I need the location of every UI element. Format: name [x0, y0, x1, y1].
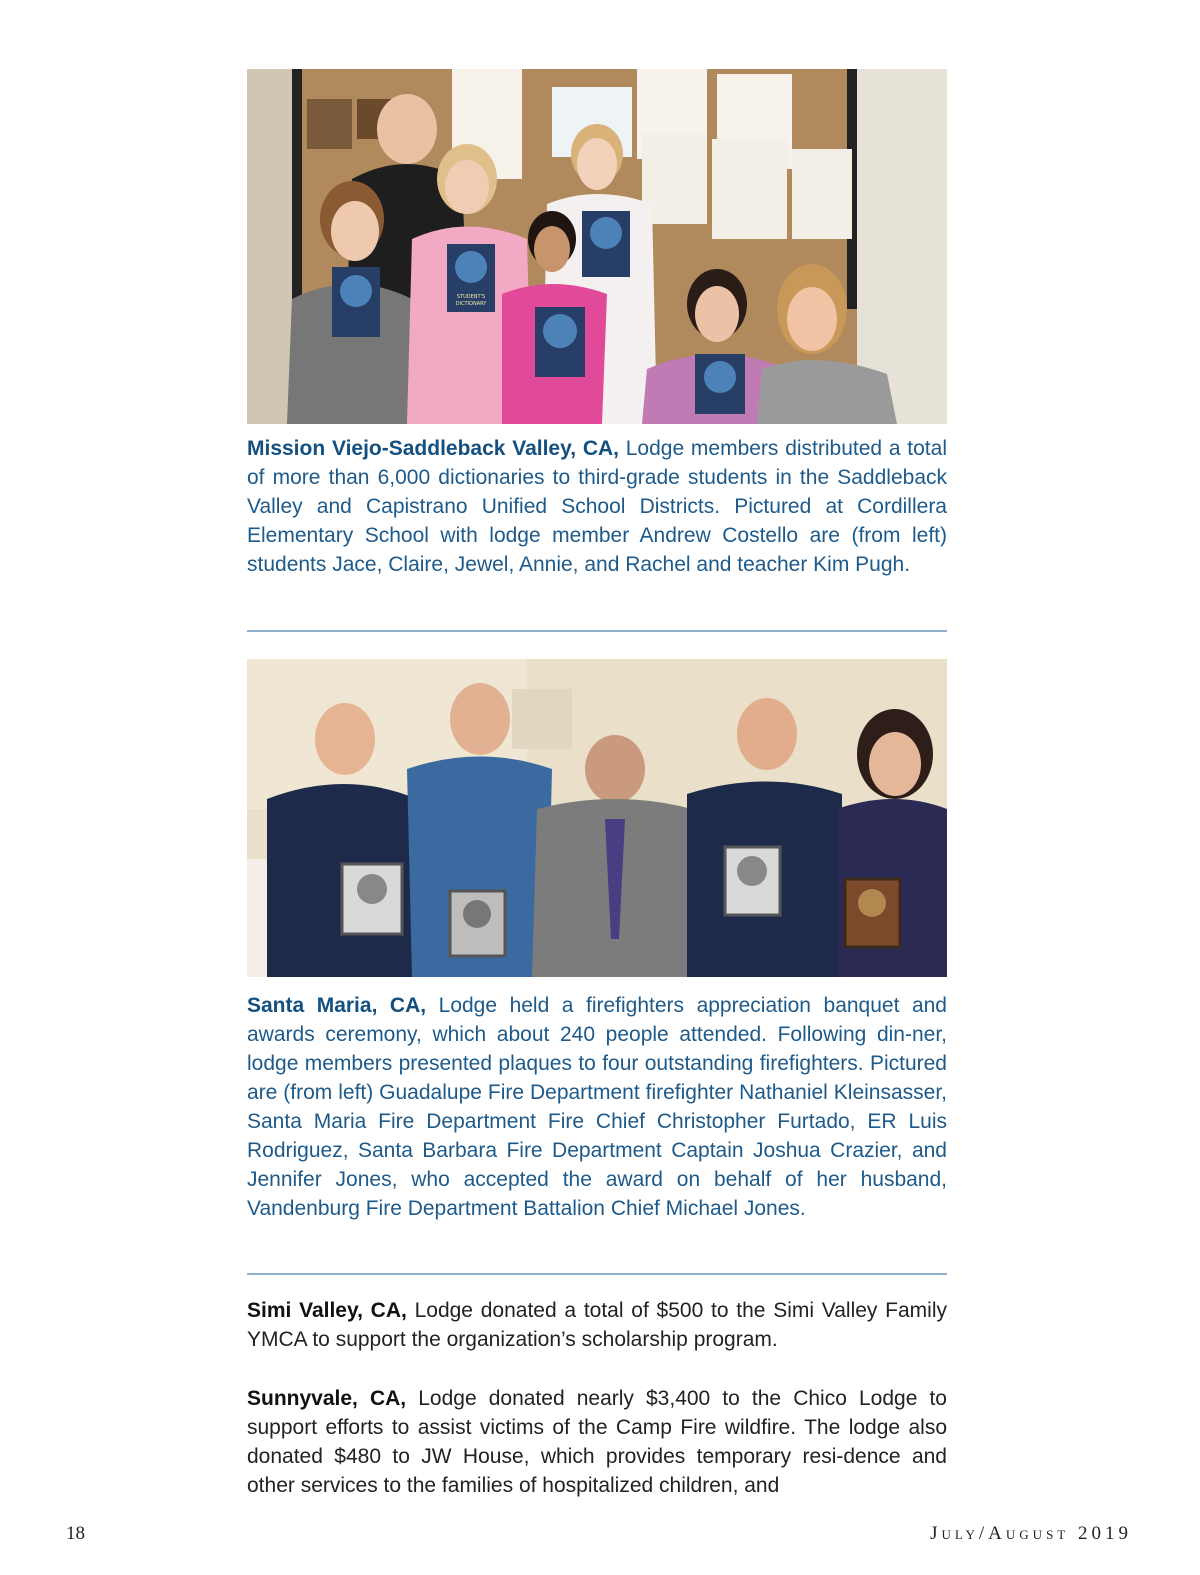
dictionary-cover-line2: DICTIONARY: [455, 301, 487, 307]
section-divider: [247, 1273, 947, 1275]
paragraph-lead: Sunnyvale, CA,: [247, 1387, 407, 1410]
photo-dictionary-students: [247, 69, 947, 424]
paragraph-text: Lodge donated a total of $500 to the Simi Valley Family YMCA to support the organization’s scholarship program.: [247, 1299, 947, 1351]
photo-firefighters-banquet: [247, 659, 947, 977]
caption-text: Lodge members distributed a total of more than 6,000 dictionaries to third-grade students in the Saddleback Valley and Capistrano Unified School Districts. Pictured at Cordillera Elementary School with lodge member Andrew Costello are (from left) students Jace, Claire, Jewel, Annie, and Rachel and teacher Kim Pugh.: [247, 437, 947, 576]
section-divider: [247, 630, 947, 632]
page-number: 18: [66, 1523, 85, 1544]
caption-text: Lodge held a firefighters appreciation banquet and awards ceremony, which about 240 people attended. Following din-ner, lodge members presented plaques to four outstanding firefighters. Pictured are (from left) Guadalupe Fire Department firefighter Nathaniel Kleinsasser, Santa Maria Fire Department Fire Chief Christopher Furtado, ER Luis Rodriguez, Santa Barbara Fire Department Captain Joshua Crazier, and Jennifer Jones, who accepted the award on behalf of her husband, Vandenburg Fire Department Battalion Chief Michael Jones.: [247, 994, 947, 1220]
paragraph-text: Lodge donated nearly $3,400 to the Chico Lodge to support efforts to assist victims of the Camp Fire wildfire. The lodge also donated $480 to JW House, which provides temporary resi-dence and other services to the families of hospitalized children, and: [247, 1387, 947, 1497]
paragraph-sunnyvale: [247, 1384, 947, 1500]
paragraph-simi-valley: [247, 1296, 947, 1354]
issue-date: July/August 2019: [930, 1523, 1132, 1544]
caption-lead: Santa Maria, CA,: [247, 994, 427, 1017]
caption-mission-viejo: [247, 434, 947, 579]
caption-lead: Mission Viejo-Saddleback Valley, CA,: [247, 437, 619, 460]
paragraph-lead: Simi Valley, CA,: [247, 1299, 407, 1322]
dictionary-cover-line1: STUDENT'S: [456, 294, 486, 300]
caption-santa-maria: [247, 991, 947, 1223]
